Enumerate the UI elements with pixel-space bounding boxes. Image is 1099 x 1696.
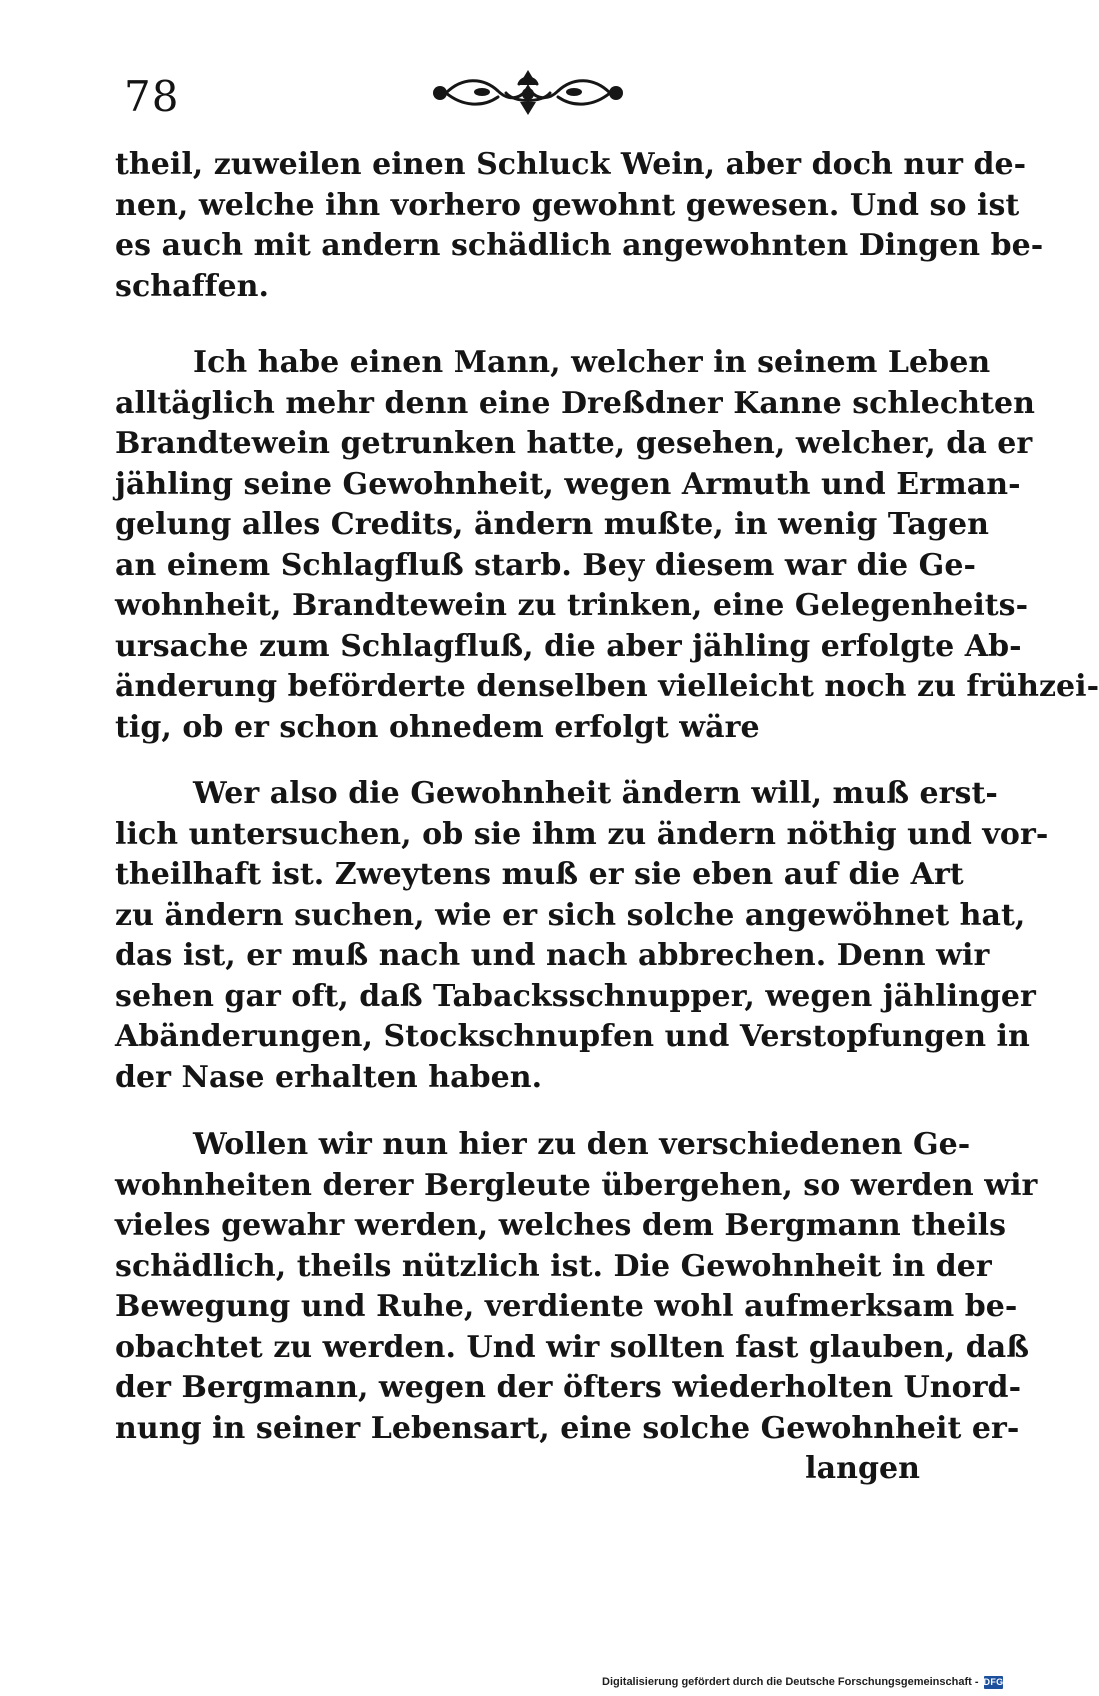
page-number: 78 — [124, 72, 180, 121]
text-line: zu ändern suchen, wie er sich solche angewöhnet hat, — [115, 897, 1026, 933]
text-line: Ich habe einen Mann, welcher in seinem Leben — [193, 345, 991, 380]
funding-notice: Digitalisierung gefördert durch die Deutsche Forschungsgemeinschaft - — [602, 1676, 979, 1688]
paragraph — [115, 1125, 1038, 1490]
text-line: schädlich, theils nützlich ist. Die Gewohnheit in der — [115, 1248, 992, 1284]
ornamental-vignette-icon — [428, 67, 628, 119]
text-line: wohnheit, Brandtewein zu trinken, eine Gelegenheits- — [115, 588, 1029, 623]
text-line: Wollen wir nun hier zu den verschiedenen Ge- — [193, 1127, 971, 1162]
text-line: Bewegung und Ruhe, verdiente wohl aufmerksam be- — [115, 1289, 1018, 1324]
text-line: schaffen. — [115, 268, 270, 304]
paragraph — [115, 145, 1044, 307]
text-line: jähling seine Gewohnheit, wegen Armuth und Erman- — [115, 466, 1021, 502]
text-line: obachtet zu werden. Und wir sollten fast glauben, daß — [115, 1329, 1030, 1365]
text-line: der Bergmann, wegen der öfters wiederholten Unord- — [115, 1370, 1022, 1405]
text-line: sehen gar oft, daß Tabacksschnupper, wegen jählinger — [115, 978, 1036, 1014]
catchword: langen — [805, 1451, 920, 1486]
text-line: theil, zuweilen einen Schluck Wein, aber doch nur de- — [115, 147, 1027, 182]
paragraph — [115, 343, 1099, 748]
text-line: vieles gewahr werden, welches dem Bergmann theils — [115, 1208, 1007, 1243]
text-line: Brandtewein getrunken hatte, gesehen, welcher, da er — [115, 426, 1033, 461]
text-line: wohnheiten derer Bergleute übergehen, so werden wir — [115, 1167, 1038, 1203]
paragraph — [115, 774, 1049, 1098]
text-line: änderung beförderte denselben vielleicht noch zu frühzei- — [115, 669, 1099, 704]
text-line: nung in seiner Lebensart, eine solche Gewohnheit er- — [115, 1410, 1020, 1446]
text-line: nen, welche ihn vorhero gewohnt gewesen. Und so ist — [115, 187, 1020, 223]
text-line: tig, ob er schon ohnedem erfolgt wäre — [115, 709, 760, 745]
dfg-logo-icon: DFG — [983, 1677, 1004, 1687]
text-line: Wer also die Gewohnheit ändern will, muß erst- — [193, 776, 998, 811]
text-line: alltäglich mehr denn eine Dreßdner Kanne schlechten — [115, 385, 1035, 421]
text-line: theilhaft ist. Zweytens muß er sie eben auf die Art — [115, 857, 964, 892]
digitization-footer — [602, 1672, 1004, 1692]
text-line: es auch mit andern schädlich angewohnten Dingen be- — [115, 228, 1044, 263]
text-line: der Nase erhalten haben. — [115, 1059, 543, 1095]
text-line: das ist, er muß nach und nach abbrechen. Denn wir — [115, 938, 990, 973]
text-line: lich untersuchen, ob sie ihm zu ändern nöthig und vor- — [115, 816, 1049, 852]
text-line: ursache zum Schlagfluß, die aber jähling erfolgte Ab- — [115, 628, 1022, 664]
text-line: gelung alles Credits, ändern mußte, in wenig Tagen — [115, 507, 989, 542]
text-line: Abänderungen, Stockschnupfen und Verstopfungen in — [115, 1019, 1030, 1054]
text-line: an einem Schlagfluß starb. Bey diesem war die Ge- — [115, 547, 976, 583]
